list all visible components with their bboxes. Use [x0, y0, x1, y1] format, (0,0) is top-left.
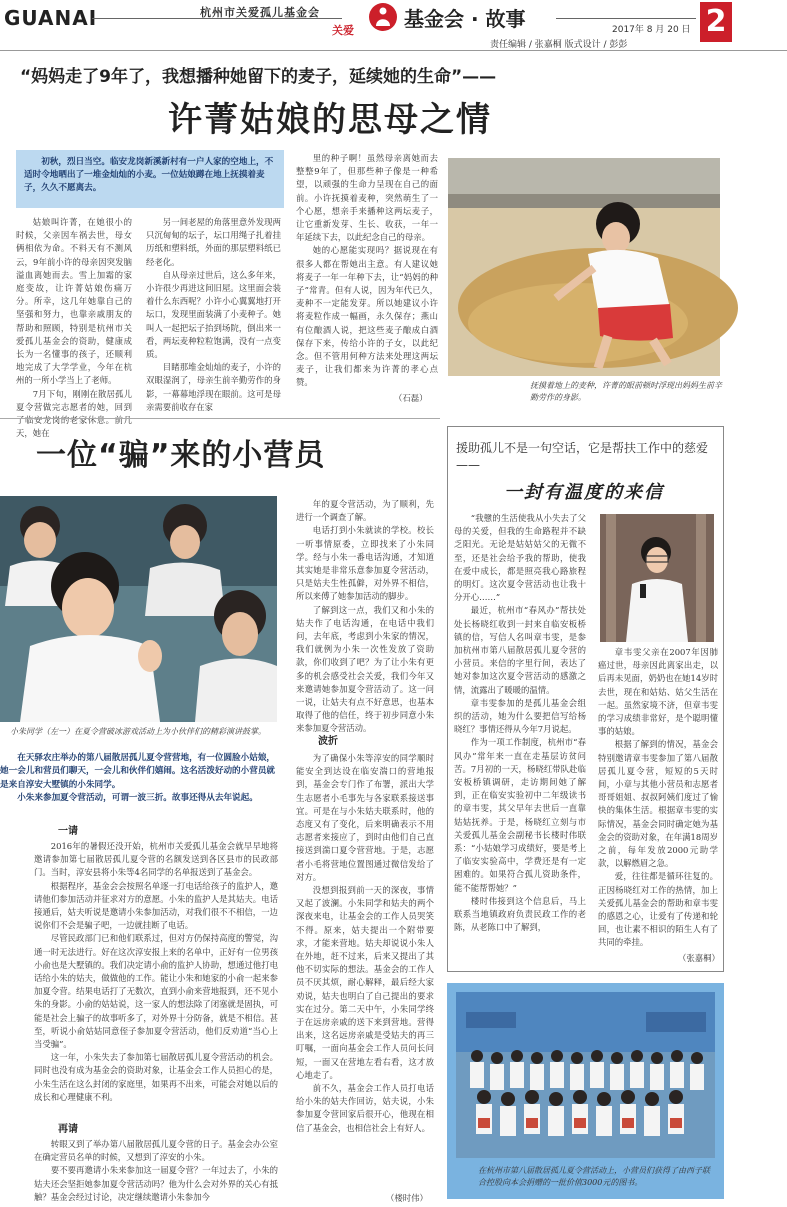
story3-col1 [454, 512, 586, 964]
story1-col1 [16, 216, 132, 439]
story3-paragraph: “我戆的生活使我从小失去了父母的关爱，但我的生命路程并不缺乏阳光。无论是姑姑姑父的无微不至，还是社会给予我的帮助，使我在爱中成长，都是照亮我心路旅程的明灯。这次夏令营活动也让我十分开心……” [454, 513, 586, 603]
page-number: 2 [700, 2, 732, 42]
story1-paragraph: 姑娘叫许菁，在她很小的时候，父亲因车祸去世，母女俩相依为命。不料天有不测风云，9年前小许的母亲因突发脑溢血离她而去。雪上加霜的家庭变故，让许菁姑娘伤痛万分。所幸，这几年她靠自己的坚强和努力，也靠亲戚朋友的帮助和照顾，特别是杭州市关爱孤儿基金会的资助，健康成长为一名懂事的孩子，还顺利地完成了大学学业，今年在杭州的一所小学当上了老师。 [16, 217, 132, 386]
story1-paragraph: 里的种子啊！虽然母亲离她而去整整9年了，但那些种子像是一种希望，以顽强的生命力呈现在自己的面前。小许抚摸着麦种，突然萌生了一个心愿，想亲手来播种这两坛麦子，让它重新发芽、生长、收获，一年一年延续下去，以此纪念自己的母亲。 [296, 153, 438, 243]
story2-intro-text: 小朱来参加夏令营活动，可谓一波三折。故事还得从去年说起。 [17, 793, 258, 804]
story2-paragraph: 年的夏令营活动，为了顺利，先进行一个调查了解。 [296, 499, 434, 523]
subhead-twists: 波折 [318, 736, 338, 747]
story1-col3 [296, 152, 438, 392]
story1-paragraph: 另一间老屋的角落里意外发现两只沉甸甸的坛子，坛口用绳子扎着挂历纸和塑料纸，外面的那层塑料纸已经老化。 [146, 217, 281, 267]
story2-col1-a [34, 840, 278, 1116]
masthead [0, 0, 787, 50]
story3-paragraph: 楼时伟接到这个信息后，马上联系当地镇政府负责民政工作的老陈，从老陈口中了解到， [454, 895, 586, 933]
story2-headline: 一位“骗”来的小营员 [36, 438, 326, 473]
story1-lead [16, 150, 284, 208]
story2-paragraph: 电话打到小朱就读的学校。校长一听事情原委，立即找来了小朱同学。经与小朱一番电话沟通，才知道其实她是非常乐意参加夏令营活动，只是姑夫生性孤僻，对外界不相信，所以来傅了她参加活动的脚步。 [296, 525, 434, 602]
story2-paragraph: 这一年，小朱失去了参加第七届散居孤儿夏令营活动的机会。同时也没有成为基金会的资助对象，让基金会工作人员担心的是，小朱生活在这么封闭的家庭里，如果再不出来，可能会对她以后的成长和心理健康不利。 [34, 1052, 278, 1102]
story2-col1-b [34, 1138, 278, 1204]
subhead-second-invite: 再请 [58, 1124, 78, 1135]
story3-paragraph: 章韦雯参加的是孤儿基金会组织的活动，她为什么要把信写给杨晓红？事情还得从今年7月说起。 [454, 697, 586, 735]
story2-paragraph: 2016年的暑假还没开始，杭州市关爱孤儿基金会就早早地将邀请参加第七届散居孤儿夏令营的名额发送到各区县市的民政部门。当时，淳安县将小朱等4名同学的名单报送到了基金会。 [34, 841, 278, 878]
story2-paragraph: 没想到报到前一天的深夜，事情又起了波澜。小朱同学和姑夫的两个深夜来电，让基金会的工作人员哭笑不得。原来，姑夫提出一个附带要求，才能来营地。姑夫却说说小朱人在外地，赶不过来，后来又提出了其他不切实际的想法。基金会的工作人员不厌其烦，耐心解释，最后经大家劝说，姑夫也明白了自己提出的要求实在过分。第二天中午，小朱同学终于在远房亲戚的送下来到营地。营得出来，这名远房亲戚是受姑夫的再三叮嘱，一面向基金会工作人员问长问短，一面又在营地左看右看，这才放心地走了。 [296, 885, 434, 1080]
story1-paragraph: 她的心愿能实现吗？据说现在有很多人都在帮她出主意。有人建议她将麦子一年一年种下去，让“妈妈的种子”常青。但有人说，因为年代已久，麦种不一定能发芽。所以她建议小许将麦粒作成一幅画，永久保存；燕山有位酿酒人说，把这些麦子酿成白酒保存下来，传给小许的子女，以此纪念。但不管用何种方法来处理这两坛麦子，让我们都来为许菁的孝心点赞。 [296, 245, 438, 388]
story1-paragraph: 7月下旬，刚刚在散居孤儿夏令营做完志愿者的她，回到了临安龙岗的老家休息。前几天，她在 [16, 388, 132, 439]
story2-paragraph: 为了确保小朱等淳安的同学顺时能安全到达设在临安湍口的营地报到，基金会专门作了布署，派出大学生志愿者小毛事先与各家联系接送事宜。可是在与小朱姑夫联系时，他的态度又有了变化，后来明确表示不用志愿者来接应了，到时由他们自己直接送到湍口夏令营营地。于是，志愿者小毛将营地位置图通过微信发给了对方。 [296, 753, 434, 882]
section-title: 基金会 · 故事 [404, 7, 526, 31]
story1-col2 [146, 216, 281, 412]
story2-paragraph: 尽管民政部门已和他们联系过，但对方仍保持高度的警觉，沟通一时无法进行。好在这次淳安报上来的名单中，正好有一位男孩小俞也是大墅镇的。我们决定请小俞的监护人协助，想通过他打电话给小朱的姑夫，做做他的工作。能让小朱和她家的小俞一起来参加夏令营。结果电话打了无数次，直到小俞来营地报到，还不见小朱的身影。小俞的姑姑说，这一家人的想法除了闭塞就是固执，可能是社会上骗子的故事听多了，对外界十分防备，就是不相信。甚至，听说小俞姑姑同意侄子参加夏令营活动，他们反劝道“当心上当受骗”。 [34, 933, 278, 1050]
header-bottom-rule [0, 50, 787, 51]
story3-paragraph: 根据了解到的情况，基金会特别邀请章韦雯参加了第八届散居孤儿夏令营，短短的5天时间，小章与其他小营员和志愿者哥哥姐姐、叔叔阿姨们度过了愉快的集体生活。根据章韦雯的实际情况，基金会同时确定她为基金会的资助对象，在年满18周岁之前，每年发放2000元助学款，以解燃眉之急。 [598, 739, 718, 869]
subhead-first-invite: 一请 [58, 826, 78, 837]
story3-byline: （张嘉桐） [678, 953, 720, 963]
story2-col2-top [296, 498, 434, 734]
story2-paragraph: 要不要再邀请小朱来参加这一届夏令营？一年过去了，小朱的姑夫还会坚拒她参加夏令营活动吗？他为什么会对外界的关心有抵触？基金会经过讨论，决定继续邀请小朱参加今 [34, 1165, 278, 1202]
logo-text: 关爱 [332, 24, 354, 37]
wheat-photo [448, 158, 720, 376]
org-name: 杭州市关爱孤儿基金会 [200, 6, 320, 19]
story1-kicker: “妈妈走了9年了，我想播种她留下的麦子，延续她的生命”—— [20, 67, 497, 87]
story2-paragraph: 转眼又到了举办第八届散居孤儿夏令营的日子。基金会办公室在确定营员名单的时候，又想到了淳安的小朱。 [34, 1139, 278, 1163]
brand-name: GUANAI [4, 6, 98, 30]
story1-paragraph: 目睹那堆金灿灿的麦子，小许的双眼湿润了，母亲生前辛勤劳作的身影，一幕幕地浮现在眼前。这可是母亲需要前收存在家 [146, 362, 281, 412]
heart-logo-icon [368, 2, 398, 32]
story2-intro-text: 在天驿农庄举办的第八届散居孤儿夏令营营地，有一位圆脸小姑娘，她一会儿和营员们聊天，一会儿和伙伴们嬉闹。这名活泼好动的小营员就是来自淳安大墅镇的小朱同学。 [0, 753, 276, 790]
camp-photo-caption: 小朱同学（左一）在夏令营破冰游戏活动上为小伙伴们的精彩演讲鼓掌。 [10, 727, 266, 736]
story3-paragraph: 最近，杭州市“春风办”帮扶处处长杨晓红收到一封来自临安板桥镇的信，写信人名叫章韦雯，是参加杭州市第八届散居孤儿夏令营的小营员。来信的字里行间，表达了她对参加这次夏令营活动的感激之情，流露出了暖暖的温情。 [454, 605, 586, 695]
story3-headline: 一封有温度的来信 [504, 482, 664, 503]
header-rule-right [556, 18, 696, 19]
story2-intro [0, 752, 277, 806]
editor-credits: 责任编辑 / 张嘉桐 版式设计 / 彭彭 [490, 40, 628, 50]
speaker-photo [600, 514, 714, 642]
story2-paragraph: 了解到这一点，我们又和小朱的姑夫作了电话沟通，在电话中我们问，去年底，考虑到小朱家的情况，我们就例为小朱一次性发放了资助款，你们收到了吧？为了让小朱有更多的机会感受社会关爱，我们今年又来邀请她参加夏令营活动了。这一问一说，让姑夫有点不好意思，也基本取得了他的信任，终于初步同意小朱来参加夏令营活动。 [296, 604, 434, 734]
wheat-photo-caption: 抚摸着地上的麦种，许菁的眼前顿时浮现出妈妈生前辛勤劳作的身影。 [530, 381, 722, 402]
story1-headline: 许菁姑娘的思母之情 [168, 100, 492, 140]
story2-col2-bottom [296, 752, 434, 1192]
camp-photo [0, 496, 277, 722]
group-photo [456, 992, 715, 1158]
story2-paragraph: 根据程序，基金会会按照名单逐一打电话给孩子的监护人，邀请他们参加活动并征求对方的意愿。小朱的监护人是其姑夫。电话接通后，姑夫听说是邀请小朱参加活动，对我们很不不相信，一边说你们不会是骗子吧，一边就挂断了电话。 [34, 880, 278, 931]
story1-lead-text: 初秋，烈日当空。临安龙岗新溪新村有一户人家的空地上，不适时令地晒出了一堆金灿灿的小麦。一位姑娘蹲在地上抚摸着麦子，久久不愿离去。 [24, 157, 274, 193]
story3-kicker: 援助孤儿不是一句空话，它是帮扶工作中的慈爱—— [456, 441, 709, 472]
story1-paragraph: 自从母亲过世后，这么多年来，小许很少再进这间旧屋。这里面会装着什么东西呢？小许小心翼翼地打开坛口，发现里面装满了小麦种子。她叫人一起把坛子抬到场院，倒出来一看，两坛麦种粒粒饱满，没有一点变质。 [146, 269, 281, 360]
story1-divider [0, 418, 440, 419]
story3-col2 [598, 646, 718, 950]
story1-byline: （石磊） [394, 393, 428, 403]
group-photo-caption: 在杭州市第八届散居孤儿夏令营活动上，小营员们获得了由西子联合控股向本会捐赠的一批价值3000元的图书。 [478, 1166, 710, 1187]
story2-byline: （楼时伟） [386, 1193, 428, 1203]
story3-paragraph: 作为一项工作制度，杭州市“春风办”常年来一直在走基层访贫问苦。7月初的一天，杨晓红带队赴临安板桥镇调研，走访期间她了解到，正在临安实验初中二年级读书的章韦雯，其父早年去世后一直靠姑姑抚养。于是，杨晓红立刻与市关爱孤儿基金会副秘书长楼时伟联系：“小姑娘学习成绩好，要是考上了临安实验高中，学费还是有一定困难的。如果符合孤儿资助条件，能不能帮帮她？” [454, 737, 586, 893]
story3-paragraph: 章韦雯父亲在2007年因肺癌过世，母亲因此离家出走，以后再未见面，奶奶也在她14岁时去世，现在和姑姑、姑父生活在一起。虽然家境不济，但章韦雯的学习成绩非常好，是个聪明懂事的姑娘。 [598, 647, 718, 737]
story2-paragraph: 前不久，基金会工作人员打电话给小朱的姑夫作回访，姑夫说，小朱参加夏令营回家后很开心，他现在相信了基金会，也相信社会上有好人。 [296, 1083, 434, 1133]
story3-paragraph: 爱，往往都是循环往复的。正因杨晓红对工作的热情，加上关爱孤儿基金会的帮助和章韦雯的感恩之心，让爱有了传递和轮回，也让素不相识的陌生人有了共同的牵挂。 [598, 871, 718, 948]
issue-date: 2017年 8 月 20 日 [612, 25, 691, 35]
